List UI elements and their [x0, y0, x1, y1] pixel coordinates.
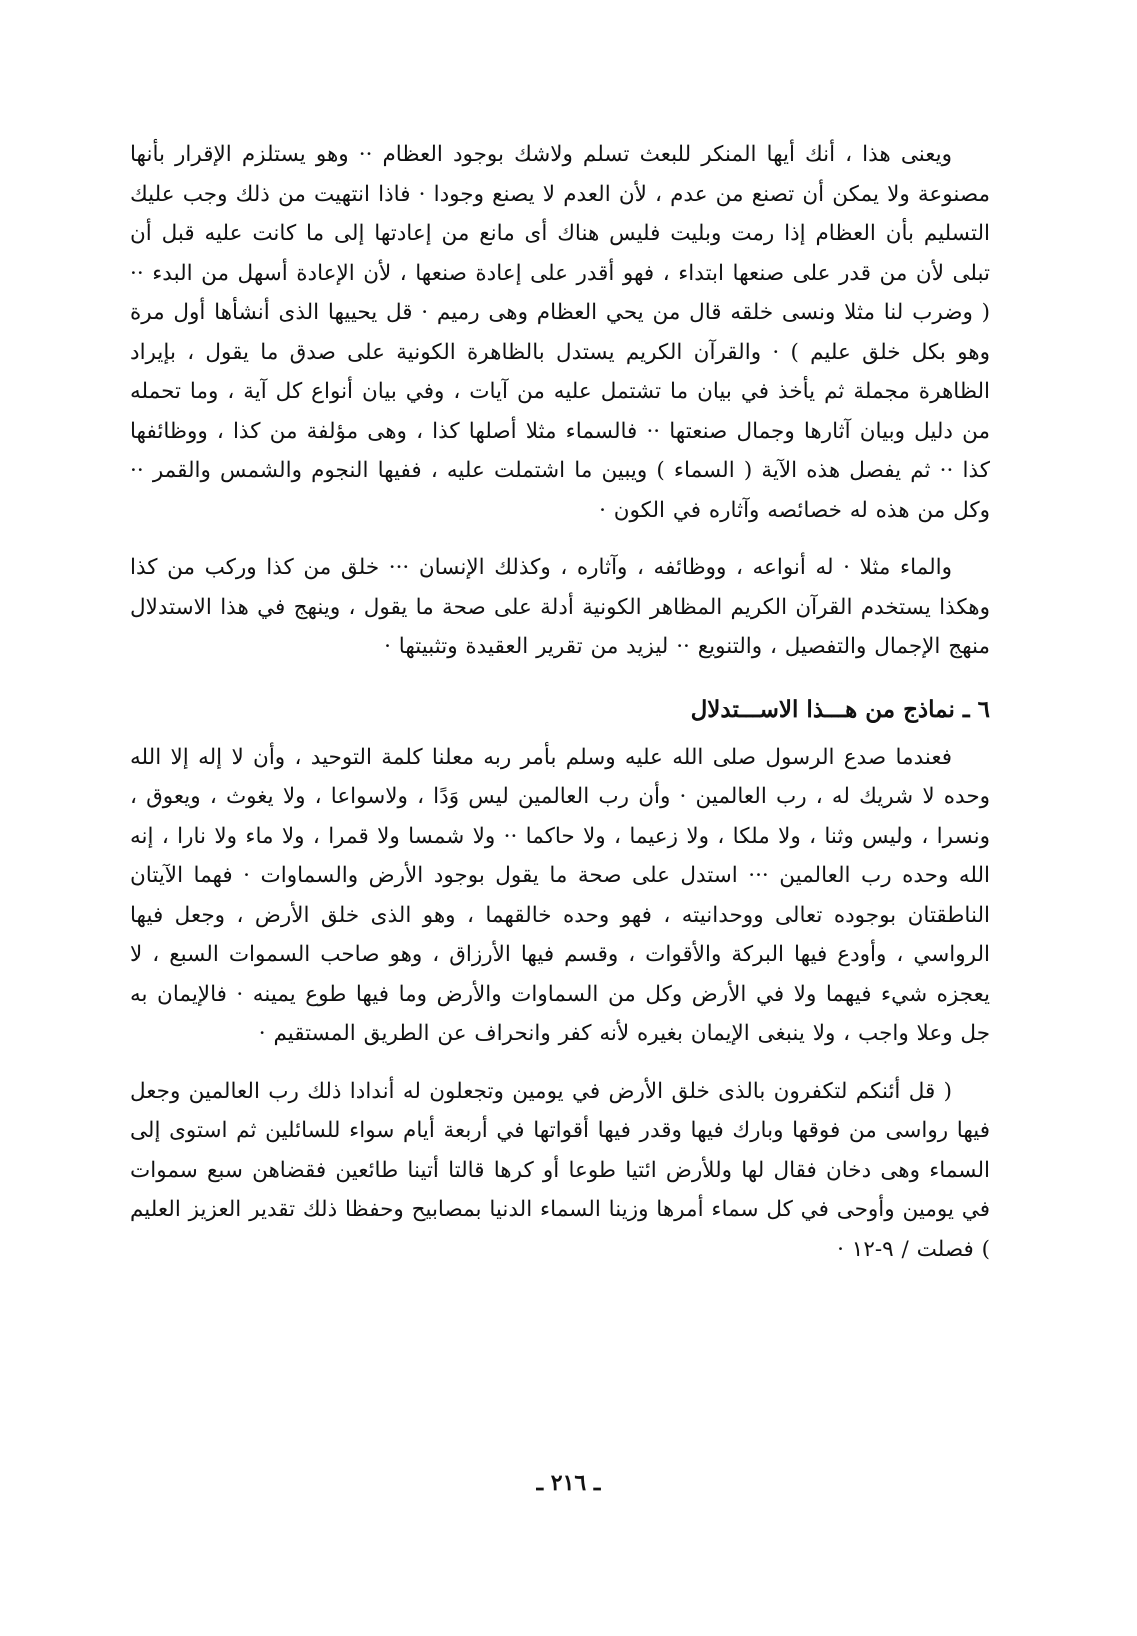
page-text-block	[130, 135, 990, 1269]
page-number: ـ ٢١٦ ـ	[536, 1470, 601, 1496]
section-heading: ٦ ـ نماذج من هـــذا الاســـتدلال	[690, 695, 990, 723]
paragraph-4-quote: ( قل أئنكم لتكفرون بالذى خلق الأرض في يومين وتجعلون له أندادا ذلك رب العالمين وجعل فيها رواسى من فوقها وبارك فيها وقدر فيها أقواتها في أربعة أيام سواء للسائلين ثم استوى إلى السماء وهى دخان فقال لها وللأرض ائتيا طوعا أو كرها قالتا أتينا طائعين فقضاهن سبع سموات في يومين وأوحى في كل سماء أمرها وزينا السماء الدنيا بمصابيح وحفظا ذلك تقدير العزيز العليم ) فصلت / ٩-١٢ ·	[130, 1078, 990, 1262]
paragraph-1: ويعنى هذا ، أنك أيها المنكر للبعث تسلم ولاشك بوجود العظام ·· وهو يستلزم الإقرار بأنها مصنوعة ولا يمكن أن تصنع من عدم ، لأن العدم لا يصنع وجودا · فاذا انتهيت من ذلك وجب عليك التسليم بأن العظام إذا رمت وبليت فليس هناك أى مانع من إعادتها إلى ما كانت عليه قبل أن تبلى لأن من قدر على صنعها ابتداء ، فهو أقدر على إعادة صنعها ، لأن الإعادة أسهل من البدء ·· ( وضرب لنا مثلا ونسى خلقه قال من يحي العظام وهى رميم · قل يحييها الذى أنشأها أول مرة وهو بكل خلق عليم ) · والقرآن الكريم يستدل بالظاهرة الكونية على صدق ما يقول ، بإيراد الظاهرة مجملة ثم يأخذ في بيان ما تشتمل عليه من آيات ، وفي بيان أنواع كل آية ، وما تحمله من دليل وبيان آثارها وجمال صنعتها ·· فالسماء مثلا أصلها كذا ، وهى مؤلفة من كذا ، ووظائفها كذا ·· ثم يفصل هذه الآية ( السماء ) ويبين ما اشتملت عليه ، ففيها النجوم والشمس والقمر ·· وكل من هذه له خصائصه وآثاره في الكون ·	[130, 142, 990, 523]
paragraph-3: فعندما صدع الرسول صلى الله عليه وسلم بأمر ربه معلنا كلمة التوحيد ، وأن لا إله إلا الله وحده لا شريك له ، رب العالمين · وأن رب العالمين ليس وَدًا ، ولاسواعا ، ولا يغوث ، ويعوق ، ونسرا ، وليس وثنا ، ولا ملكا ، ولا زعيما ، ولا حاكما ·· ولا شمسا ولا قمرا ، ولا ماء ولا نارا ، إنه الله وحده رب العالمين ··· استدل على صحة ما يقول بوجود الأرض والسماوات · فهما الآيتان الناطقتان بوجوده تعالى ووحدانيته ، فهو وحده خالقهما ، وهو الذى خلق الأرض ، وجعل فيها الرواسي ، وأودع فيها البركة والأقوات ، وقسم فيها الأرزاق ، وهو صاحب السموات السبع ، لا يعجزه شيء فيهما ولا في الأرض وكل من السماوات والأرض وما فيها طوع يمينه · فالإيمان به جل وعلا واجب ، ولا ينبغى الإيمان بغيره لأنه كفر وانحراف عن الطريق المستقيم ·	[130, 744, 990, 1046]
paragraph-2: والماء مثلا · له أنواعه ، ووظائفه ، وآثاره ، وكذلك الإنسان ··· خلق من كذا وركب من كذا وهكذا يستخدم القرآن الكريم المظاهر الكونية أدلة على صحة ما يقول ، وينهج في هذا الاستدلال منهج الإجمال والتفصيل ، والتنويع ·· ليزيد من تقرير العقيدة وتثبيتها ·	[130, 555, 990, 659]
